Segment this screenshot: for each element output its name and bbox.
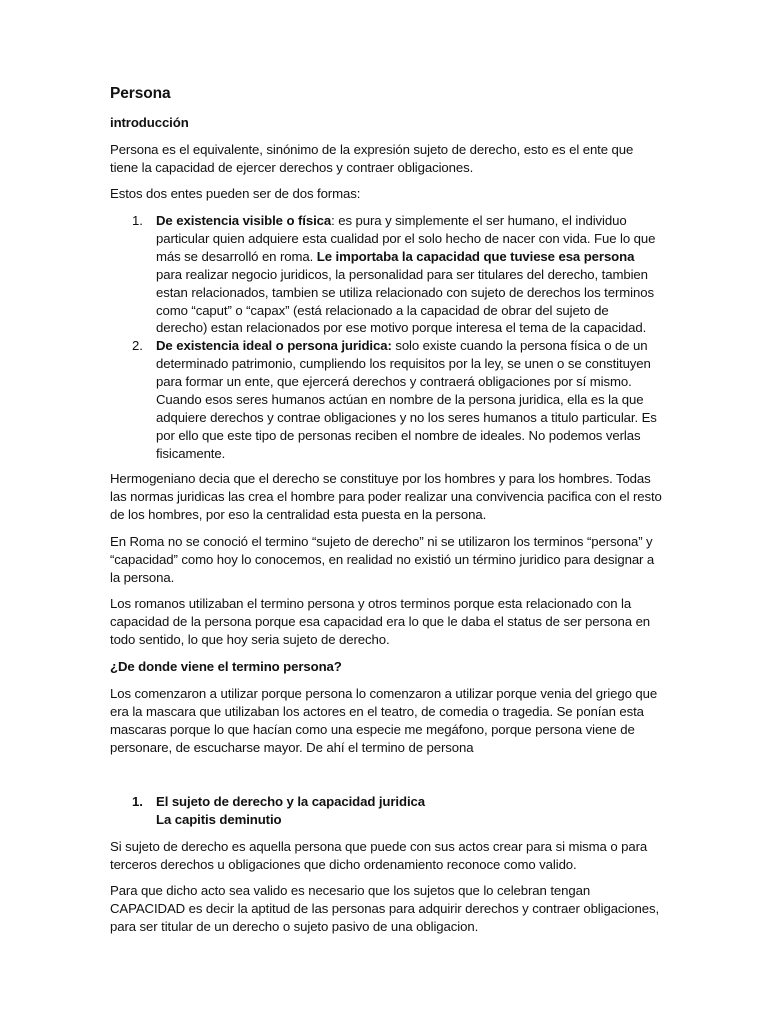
section-title: El sujeto de derecho y la capacidad juridica	[156, 794, 425, 809]
forms-list	[110, 212, 662, 463]
intro-heading: introducción	[110, 115, 189, 130]
text-ideal: solo existe cuando la persona física o de un determinado patrimonio, cumpliendo los requisitos por la ley, se unen o se constituyen para formar un ente, que ejercerá derechos y contraerá obligaciones por sí mismo. Cuando esos seres humanos actúan en nombre de la persona juridica, ella es la que adquiere derechos y contrae obligaciones y no los seres humanos a titulo particular. Es por ello que este tipo de personas reciben el nombre de ideales. No podemos verlas fisicamente.	[156, 338, 657, 461]
paragraph-roma: En Roma no se conoció el termino “sujeto de derecho” ni se utilizaron los terminos “persona” y “capacidad” como hoy lo conocemos, en realidad no existió un término juridico para designar a la persona.	[110, 534, 655, 585]
section-subtitle: La capitis deminutio	[156, 811, 282, 827]
paragraph-sujeto: Si sujeto de derecho es aquella persona que puede con sus actos crear para si misma o para terceros derechos u obligaciones que dicho ordenamiento reconoce como valido.	[110, 839, 648, 872]
paragraph-two-forms: Estos dos entes pueden ser de dos formas:	[110, 186, 361, 201]
section-heading	[110, 793, 662, 829]
list-item-visible	[110, 212, 662, 337]
question-heading: ¿De donde viene el termino persona?	[110, 659, 342, 674]
term-visible: De existencia visible o física	[156, 213, 332, 228]
paragraph-definition: Persona es el equivalente, sinónimo de la expresión sujeto de derecho, esto es el ente que tiene la capacidad de ejercer derechos y contraer obligaciones.	[110, 142, 634, 175]
document-title: Persona	[110, 85, 171, 102]
list-number: 2.	[132, 338, 143, 354]
paragraph-romanos: Los romanos utilizaban el termino persona y otros terminos porque esta relacionado con la capacidad de la persona porque esa capacidad era lo que le daba el status de ser persona en todo sentido, lo que hoy seria sujeto de derecho.	[110, 596, 651, 647]
emphasis-capacity: Le importaba la capacidad que tuviese esa persona	[316, 248, 635, 264]
paragraph-capacidad: Para que dicho acto sea valido es necesario que los sujetos que lo celebran tengan CAPACIDAD es decir la aptitud de las personas para adquirir derechos y contraer obligaciones, para ser titular de un derecho o sujeto pasivo de una obligacion.	[110, 883, 660, 934]
paragraph-hermogeniano: Hermogeniano decia que el derecho se constituye por los hombres y para los hombres. Todas las normas juridicas las crea el hombre para poder realizar una convivencia pacifica con el resto de los hombres, por eso la centralidad esta puesta en la persona.	[110, 471, 662, 522]
paragraph-origin: Los comenzaron a utilizar porque persona lo comenzaron a utilizar porque venia del griego que era la mascara que utilizaban los actores en el teatro, de comedia o tragedia. Se ponían esta mascaras porque lo que hacían como una especie me megáfono, porque persona viene de personare, de escucharse mayor. De ahí el termino de persona	[110, 686, 658, 755]
list-number: 1.	[132, 794, 143, 809]
list-item-ideal	[110, 337, 662, 462]
term-ideal: De existencia ideal o persona juridica:	[156, 338, 392, 354]
list-number: 1.	[132, 213, 143, 228]
text-visible-b: para realizar negocio juridicos, la personalidad para ser titulares del derecho, tambien estan relacionados, tambien se utiliza relacionado con sujeto de derechos los terminos como “caput” o “capax” (está relacionado a la capacidad de obrar del sujeto de derecho) estan relacionados por ese motivo porque interesa el tema de la capacidad.	[156, 266, 654, 336]
text-visible-a: : es pura y simplemente el ser humano, el individuo particular quien adquiere esta cualidad por el solo hecho de nacer con vida. Fue lo que más se desarrolló en roma.	[156, 213, 656, 264]
section-list	[110, 793, 662, 829]
